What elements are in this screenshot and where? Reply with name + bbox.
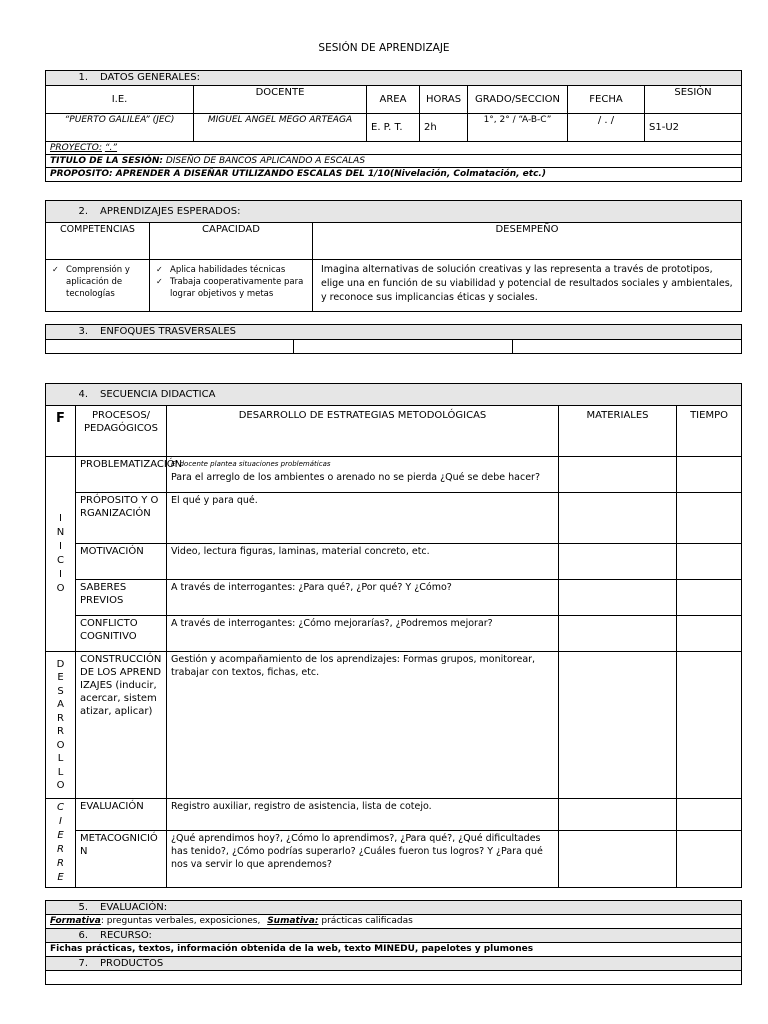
desarrollo-motivacion: Video, lectura figuras, laminas, material concreto, etc.	[167, 544, 559, 580]
enfoques-header	[46, 325, 742, 340]
sumativa-label: Sumativa:	[267, 916, 319, 926]
materiales-cell	[559, 831, 677, 888]
tiempo-cell	[677, 544, 742, 580]
section-number: 4.	[78, 389, 88, 400]
value-horas: 2h	[420, 114, 468, 142]
tiempo-cell	[677, 831, 742, 888]
sumativa-text: prácticas calificadas	[321, 916, 413, 926]
productos-header	[46, 957, 742, 971]
proceso-evaluacion: EVALUACIÓN	[76, 799, 167, 831]
section-label: ENFOQUES TRASVERSALES	[100, 326, 237, 337]
fase-desarrollo	[46, 652, 76, 799]
section-number: 6.	[78, 930, 88, 941]
materiales-cell	[559, 457, 677, 493]
secuencia-table	[45, 383, 742, 888]
header-procesos: PROCESOS/ PEDAGÓGICOS	[76, 406, 167, 457]
desempeno-cell: Imagina alternativas de solución creativas y las representa a través de prototipos, elige una en función de su viabilidad y potencial de resultados sociales y ambientales, y reconoce sus implicancias éticas y sociales.	[313, 260, 742, 312]
fase-inicio	[46, 457, 76, 652]
footer-table	[45, 900, 742, 985]
page-title: SESIÓN DE APRENDIZAJE	[318, 42, 450, 54]
secuencia-header	[46, 384, 742, 406]
recurso-header	[46, 929, 742, 943]
header-fecha: FECHA	[568, 86, 645, 114]
enfoque-cell	[294, 340, 513, 354]
desarrollo-saberes: A través de interrogantes: ¿Para qué?, ¿Por qué? Y ¿Cómo?	[167, 580, 559, 616]
header-ie: I.E.	[46, 86, 194, 114]
desarrollo-construccion: Gestión y acompañamiento de los aprendizajes: Formas grupos, monitorear, trabajar con textos, fichas, etc.	[167, 652, 559, 799]
enfoque-cell	[513, 340, 742, 354]
formativa-label: Formativa	[50, 916, 101, 926]
section-number: 2.	[78, 206, 88, 217]
capacidad-item: ✓ Aplica habilidades técnicas	[154, 264, 308, 276]
proceso-conflicto: CONFLICTO COGNITIVO	[76, 616, 167, 652]
section-number: 3.	[78, 326, 88, 337]
competencia-item: ✓ Comprensión y aplicación de tecnologías	[50, 264, 145, 300]
section-label: EVALUACIÓN:	[100, 902, 168, 913]
header-grado: GRADO/SECCION	[468, 86, 568, 114]
nota-docente: El docente plantea situaciones problemáticas	[171, 460, 331, 468]
capacidades-cell	[150, 260, 313, 312]
section-label: SECUENCIA DIDACTICA	[100, 389, 216, 400]
section-label: APRENDIZAJES ESPERADOS:	[100, 206, 241, 217]
header-desempeno: DESEMPEÑO	[313, 223, 742, 260]
datos-generales-header	[46, 71, 742, 86]
datos-generales-table	[45, 70, 742, 182]
proceso-construccion: CONSTRUCCIÓN DE LOS APRENDIZAJES (inducir, acercar, sistematizar, aplicar)	[76, 652, 167, 799]
formativa-text: : preguntas verbales, exposiciones,	[100, 916, 261, 926]
value-grado: 1°, 2° / “A-B-C”	[468, 114, 568, 142]
desarrollo-problematizacion	[167, 457, 559, 493]
section-number: 1.	[78, 72, 88, 83]
section-label: PRODUCTOS	[100, 958, 164, 969]
proyecto-row	[46, 142, 742, 155]
fase-cierre	[46, 799, 76, 888]
section-number: 7.	[78, 958, 88, 969]
evaluacion-row	[46, 915, 742, 929]
header-area: AREA	[367, 86, 420, 114]
aprendizajes-table	[45, 200, 742, 312]
aprendizajes-header	[46, 201, 742, 223]
titulo-value: DISEÑO DE BANCOS APLICANDO A ESCALAS	[165, 156, 366, 166]
header-capacidad: CAPACIDAD	[150, 223, 313, 260]
header-tiempo: TIEMPO	[677, 406, 742, 457]
value-docente: MIGUEL ANGEL MEGO ARTEAGA	[194, 114, 367, 142]
desarrollo-evaluacion: Registro auxiliar, registro de asistencia, lista de cotejo.	[167, 799, 559, 831]
proposito-row: PROPOSITO: APRENDER A DISEÑAR UTILIZANDO ESCALAS DEL 1/10(Nivelación, Colmatación, etc.)	[46, 168, 742, 182]
header-horas: HORAS	[420, 86, 468, 114]
tiempo-cell	[677, 652, 742, 799]
materiales-cell	[559, 544, 677, 580]
fase-inicio-label: INICIO	[56, 513, 65, 594]
value-area: E. P. T.	[367, 114, 420, 142]
proceso-problematizacion: PROBLEMATIZACIÓN	[76, 457, 167, 493]
proceso-saberes: SABERES PREVIOS	[76, 580, 167, 616]
proceso-proposito: PRÓPOSITO Y ORGANIZACIÓN	[76, 493, 167, 544]
value-sesion: S1-U2	[645, 114, 742, 142]
materiales-cell	[559, 652, 677, 799]
header-desarrollo: DESARROLLO DE ESTRATEGIAS METODOLÓGICAS	[167, 406, 559, 457]
proyecto-label: PROYECTO:	[50, 143, 103, 153]
header-docente: DOCENTE	[194, 86, 367, 114]
proyecto-value: “.”	[104, 143, 118, 153]
header-sesion: SESIÓN	[645, 86, 742, 114]
materiales-cell	[559, 616, 677, 652]
desarrollo-metacognicion: ¿Qué aprendimos hoy?, ¿Cómo lo aprendimos?, ¿Para qué?, ¿Qué dificultades has tenido?, ¿Cómo podrías superarlo? ¿Cuáles fueron tus logros? Y ¿Para qué nos va servir lo que aprendemos?	[167, 831, 559, 888]
tiempo-cell	[677, 580, 742, 616]
competencias-cell	[46, 260, 150, 312]
header-materiales: MATERIALES	[559, 406, 677, 457]
materiales-cell	[559, 799, 677, 831]
section-number: 5.	[78, 902, 88, 913]
section-label: RECURSO:	[100, 930, 152, 941]
enfoque-cell	[46, 340, 294, 354]
productos-cell	[46, 971, 742, 985]
recurso-text: Fichas prácticas, textos, información obtenida de la web, texto MINEDU, papelotes y plumones	[46, 943, 742, 957]
enfoques-table	[45, 324, 742, 354]
materiales-cell	[559, 580, 677, 616]
tiempo-cell	[677, 616, 742, 652]
materiales-cell	[559, 493, 677, 544]
capacidad-item: ✓ Trabaja cooperativamente para lograr objetivos y metas	[154, 276, 308, 300]
header-competencias: COMPETENCIAS	[46, 223, 150, 260]
desarrollo-conflicto: A través de interrogantes: ¿Cómo mejorarías?, ¿Podremos mejorar?	[167, 616, 559, 652]
proceso-metacognicion: METACOGNICIÓN	[76, 831, 167, 888]
proceso-motivacion: MOTIVACIÓN	[76, 544, 167, 580]
evaluacion-header	[46, 901, 742, 915]
section-label: DATOS GENERALES:	[100, 72, 200, 83]
desarrollo-text: Para el arreglo de los ambientes o arenado no se pierda ¿Qué se debe hacer?	[171, 472, 540, 483]
titulo-label: TITULO DE LA SESIÓN:	[50, 156, 163, 166]
desarrollo-proposito: El qué y para qué.	[167, 493, 559, 544]
tiempo-cell	[677, 493, 742, 544]
tiempo-cell	[677, 457, 742, 493]
fase-desarrollo-label: DESARROLLO	[56, 658, 65, 791]
value-ie: “PUERTO GALILEA” (JEC)	[46, 114, 194, 142]
tiempo-cell	[677, 799, 742, 831]
header-fase: F	[46, 406, 76, 457]
value-fecha: / . /	[568, 114, 645, 142]
titulo-row	[46, 155, 742, 168]
fase-cierre-label: CIERRE	[57, 802, 64, 883]
